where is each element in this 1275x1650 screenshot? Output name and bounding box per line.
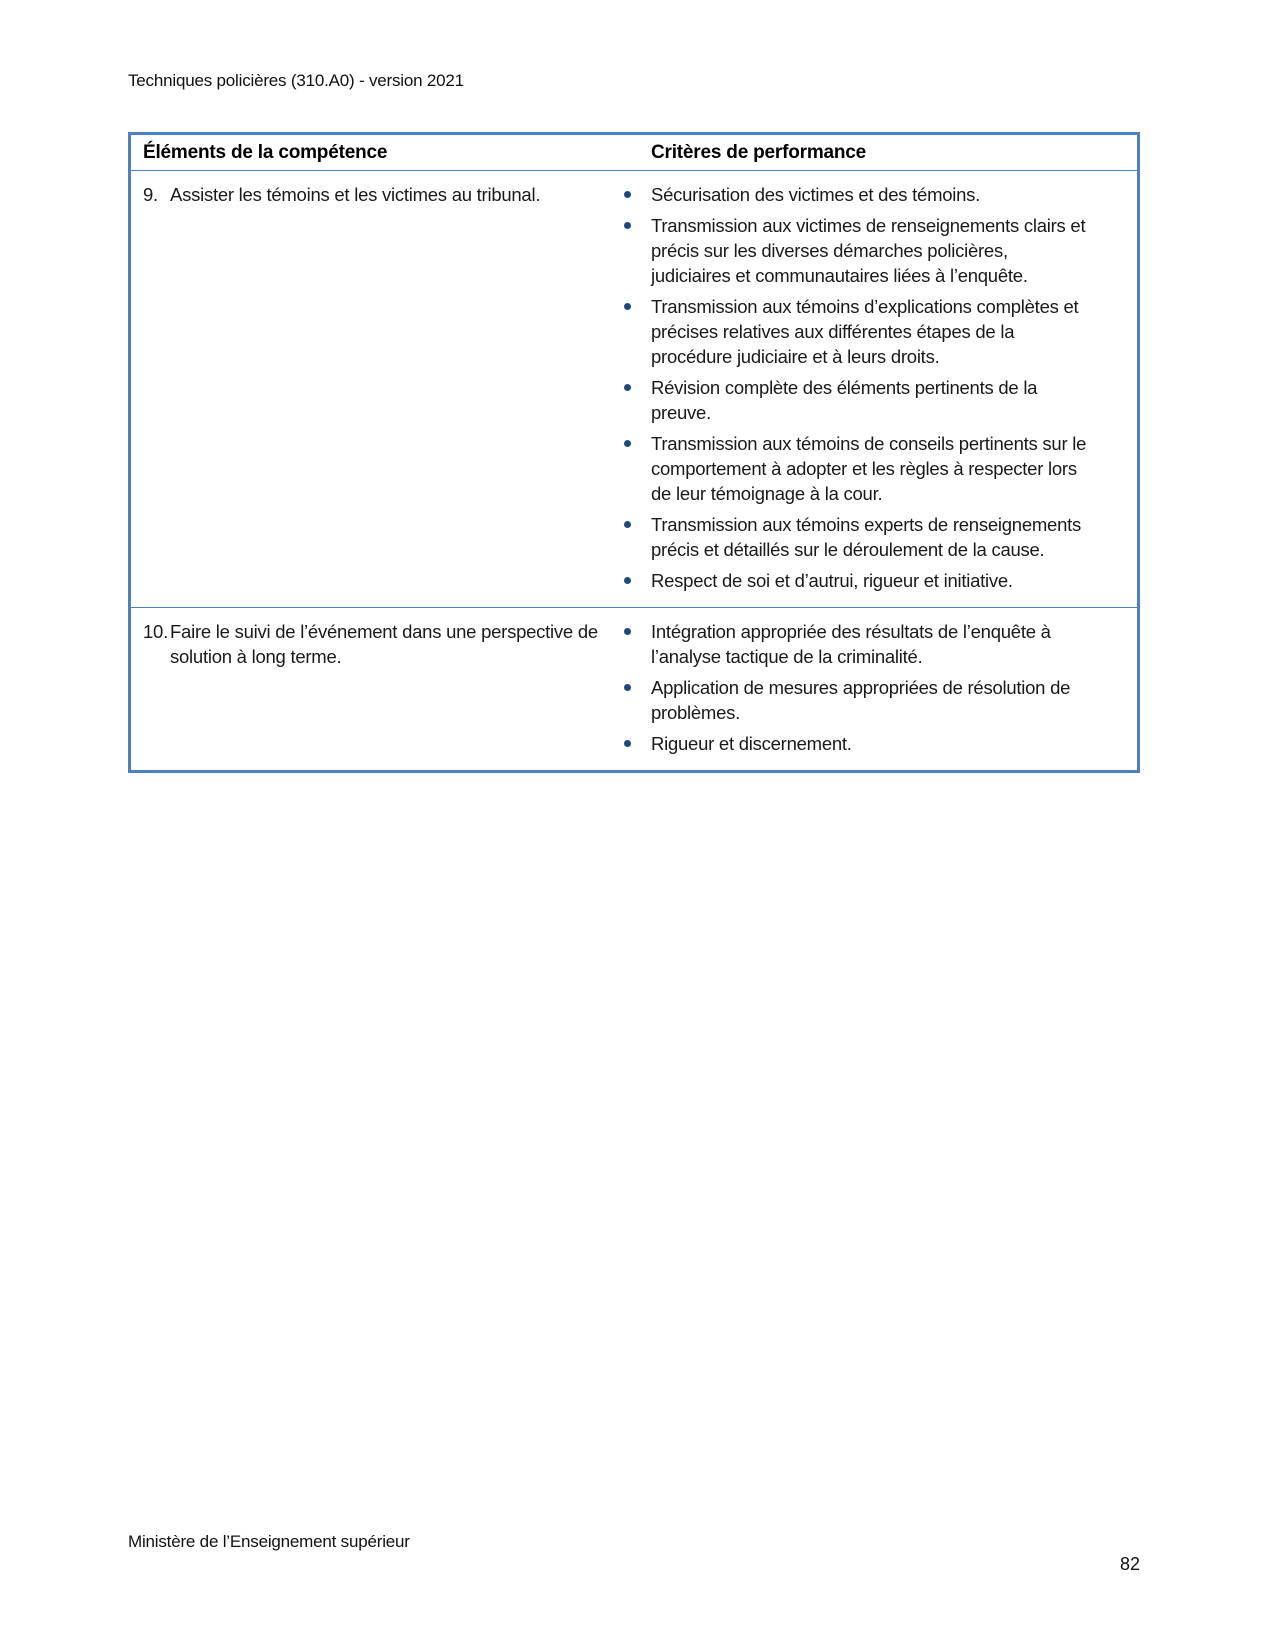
- criterion-text: Application de mesures appropriées de résolution de problèmes.: [651, 677, 1071, 723]
- criterion-item: [623, 213, 1092, 288]
- criteria-list: [623, 182, 1092, 593]
- criteria-list: [623, 619, 1092, 756]
- criterion-text: Transmission aux témoins experts de renseignements précis et détaillés sur le déroulement de la cause.: [651, 514, 1081, 560]
- bullet-icon: [624, 521, 631, 528]
- column-header-criteria: Critères de performance: [651, 142, 867, 163]
- column-header-elements: Éléments de la compétence: [143, 142, 388, 163]
- criterion-item: [623, 431, 1092, 506]
- criterion-item: [623, 375, 1092, 425]
- criterion-item: [623, 568, 1092, 593]
- criterion-text: Transmission aux témoins de conseils pertinents sur le comportement à adopter et les règles à respecter lors de leur témoignage à la cour.: [651, 433, 1087, 504]
- bullet-icon: [624, 384, 631, 391]
- bullet-icon: [624, 191, 631, 198]
- element-number: 9.: [143, 184, 158, 205]
- element-text: 10. Faire le suivi de l’événement dans une perspective de solution à long terme.: [143, 621, 598, 667]
- bullet-icon: [624, 440, 631, 447]
- criterion-item: [623, 675, 1092, 725]
- bullet-icon: [624, 684, 631, 691]
- element-number: 10.: [143, 621, 168, 642]
- bullet-icon: [624, 577, 631, 584]
- criterion-item: [623, 619, 1092, 669]
- bullet-icon: [624, 628, 631, 635]
- element-cell: [131, 171, 621, 607]
- bullet-icon: [624, 222, 631, 229]
- criteria-cell: [621, 608, 1137, 770]
- element-text: 9. Assister les témoins et les victimes au tribunal.: [143, 184, 541, 205]
- criterion-text: Rigueur et discernement.: [651, 733, 852, 754]
- criteria-cell: [621, 171, 1137, 607]
- element-cell: [131, 608, 621, 770]
- criterion-text: Transmission aux victimes de renseignements clairs et précis sur les diverses démarches policières, judiciaires et communautaires liées à l’enquête.: [651, 215, 1086, 286]
- criterion-item: [623, 512, 1092, 562]
- table-body: [131, 171, 1137, 770]
- criterion-text: Transmission aux témoins d’explications complètes et précises relatives aux différentes étapes de la procédure judiciaire et à leurs droits.: [651, 296, 1079, 367]
- criterion-item: [623, 731, 1092, 756]
- criterion-item: [623, 182, 1092, 207]
- criterion-text: Respect de soi et d’autrui, rigueur et initiative.: [651, 570, 1013, 591]
- page-number: 82: [1119, 1554, 1140, 1574]
- table-row: [131, 607, 1137, 770]
- criterion-text: Révision complète des éléments pertinents de la preuve.: [651, 377, 1038, 423]
- criterion-text: Sécurisation des victimes et des témoins.: [651, 184, 981, 205]
- competency-table: [128, 132, 1140, 773]
- document-header-note: Techniques policières (310.A0) - version 2021: [128, 71, 464, 90]
- bullet-icon: [624, 303, 631, 310]
- criterion-text: Intégration appropriée des résultats de l’enquête à l’analyse tactique de la criminalité.: [651, 621, 1051, 667]
- bullet-icon: [624, 740, 631, 747]
- document-footer-note: Ministère de l’Enseignement supérieur: [128, 1532, 410, 1551]
- criterion-item: [623, 294, 1092, 369]
- table-row: [131, 171, 1137, 607]
- table-header-row: [131, 135, 1137, 171]
